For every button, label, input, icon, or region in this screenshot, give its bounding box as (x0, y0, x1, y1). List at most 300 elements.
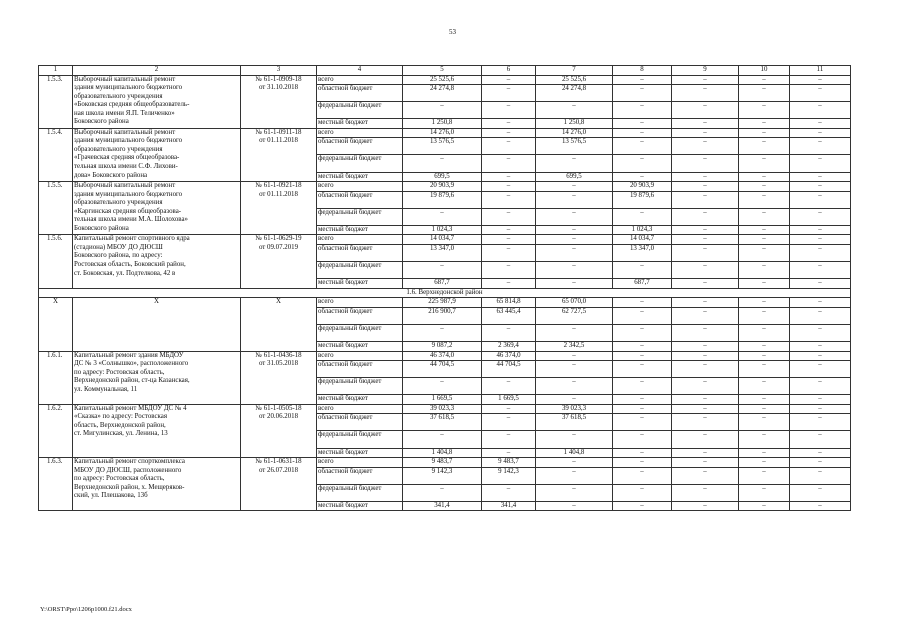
object-name-line: здания муниципального бюджетного (74, 190, 183, 198)
object-name-line: Верхнедонской район, х. Мещеряков- (74, 483, 185, 491)
amount-cell: – (739, 467, 790, 484)
amount-cell: – (613, 361, 672, 378)
object-name-line: ДС № 3 «Солнышко», расположенного (74, 360, 189, 368)
amount-cell: 65 070,0 (536, 298, 613, 308)
table-row (39, 351, 851, 361)
amount-cell: – (790, 414, 851, 431)
funding-source: федеральный бюджет (317, 324, 403, 341)
amount-cell: 687,7 (613, 279, 672, 289)
object-name-line: Капитальный ремонт здания МБДОУ (74, 351, 184, 359)
row-number: 1.5.6. (39, 235, 73, 288)
amount-cell: – (739, 102, 790, 119)
object-name-line: «Грачевская средняя общеобразова- (74, 154, 180, 162)
amount-cell: – (672, 172, 739, 182)
amount-cell: – (536, 102, 613, 119)
amount-cell: – (672, 182, 739, 192)
amount-cell: – (672, 395, 739, 405)
amount-cell: – (672, 501, 739, 511)
amount-cell: – (790, 484, 851, 501)
amount-cell: – (790, 448, 851, 458)
amount-cell: – (613, 395, 672, 405)
amount-cell: – (403, 155, 482, 172)
amount-cell: – (672, 128, 739, 138)
amount-cell: – (672, 279, 739, 289)
object-name-line: ная школа имени Я.П. Теличенко» (74, 109, 175, 117)
file-path-footer: Y:\ORST\Ppo\1206p1000.f21.docx (40, 606, 132, 613)
amount-cell: 9 483,7 (403, 458, 482, 468)
object-name-line: Боковского района (74, 224, 129, 232)
amount-cell: – (482, 235, 536, 245)
amount-cell: – (739, 208, 790, 225)
amount-cell: – (482, 225, 536, 235)
amount-cell: 19 879,6 (403, 191, 482, 208)
amount-cell: 687,7 (403, 279, 482, 289)
financing-table (38, 65, 851, 511)
funding-source: областной бюджет (317, 191, 403, 208)
amount-cell: – (790, 119, 851, 129)
row-number: 1.6.2. (39, 404, 73, 457)
funding-source: федеральный бюджет (317, 431, 403, 448)
amount-cell: – (613, 298, 672, 308)
amount-cell: – (403, 484, 482, 501)
funding-source: местный бюджет (317, 501, 403, 511)
amount-cell: – (613, 102, 672, 119)
expertise-document (241, 182, 317, 235)
object-name-line: Выборочный капитальный ремонт (74, 182, 176, 190)
amount-cell: – (613, 431, 672, 448)
column-header: 3 (241, 66, 317, 76)
object-name-line: тельная школа имени М.А. Шолохова» (74, 216, 188, 224)
amount-cell: – (790, 324, 851, 341)
amount-cell: 1 404,8 (403, 448, 482, 458)
funding-source: федеральный бюджет (317, 378, 403, 395)
amount-cell: – (672, 75, 739, 85)
amount-cell: – (613, 119, 672, 129)
expertise-document (241, 128, 317, 181)
amount-cell: – (482, 75, 536, 85)
amount-cell: – (672, 155, 739, 172)
amount-cell: 1 669,5 (482, 395, 536, 405)
document-line: № 61-1-0629-19 (255, 235, 302, 243)
amount-cell: – (536, 155, 613, 172)
amount-cell: – (790, 235, 851, 245)
amount-cell: – (790, 75, 851, 85)
object-name-line: образовательного учреждения (74, 199, 163, 207)
amount-cell: – (739, 351, 790, 361)
object-name-line: область, Верхнедонской район, (74, 421, 166, 429)
amount-cell: – (613, 341, 672, 351)
amount-cell: – (536, 484, 613, 501)
document-line: X (276, 298, 281, 306)
amount-cell: – (482, 378, 536, 395)
expertise-document (241, 75, 317, 128)
object-name-line: ст. Боковская, ул. Подтелкова, 42 в (74, 269, 176, 277)
amount-cell: – (790, 155, 851, 172)
table-row (39, 235, 851, 245)
document-line: от 31.05.2018 (258, 360, 299, 368)
amount-cell: – (613, 448, 672, 458)
amount-cell: 9 483,7 (482, 458, 536, 468)
amount-cell: – (790, 351, 851, 361)
amount-cell: – (672, 341, 739, 351)
amount-cell: – (613, 208, 672, 225)
funding-source: областной бюджет (317, 138, 403, 155)
amount-cell: – (790, 191, 851, 208)
amount-cell: 13 347,0 (403, 244, 482, 261)
amount-cell: – (790, 431, 851, 448)
amount-cell: – (739, 182, 790, 192)
amount-cell: – (790, 378, 851, 395)
amount-cell: 1 250,8 (536, 119, 613, 129)
amount-cell: – (403, 431, 482, 448)
section-row (39, 288, 851, 298)
amount-cell: 1 250,8 (403, 119, 482, 129)
object-name-line: Выборочный капитальный ремонт (74, 75, 176, 83)
amount-cell: 699,5 (403, 172, 482, 182)
object-name-line: Капитальный ремонт спорткомплекса (74, 458, 185, 466)
amount-cell: – (790, 361, 851, 378)
funding-source: федеральный бюджет (317, 262, 403, 279)
amount-cell: 9 087,2 (403, 341, 482, 351)
amount-cell: – (790, 172, 851, 182)
amount-cell: 46 374,0 (403, 351, 482, 361)
amount-cell: – (536, 431, 613, 448)
amount-cell: – (739, 85, 790, 102)
object-name-line: Выборочный капитальный ремонт (74, 128, 176, 136)
amount-cell: – (536, 324, 613, 341)
amount-cell: – (482, 138, 536, 155)
object-name-line: тельная школа имени С.Ф. Лихови- (74, 163, 178, 171)
amount-cell: – (482, 128, 536, 138)
amount-cell: – (613, 484, 672, 501)
amount-cell: 65 814,8 (482, 298, 536, 308)
amount-cell: – (790, 244, 851, 261)
amount-cell: – (739, 501, 790, 511)
amount-cell: – (672, 244, 739, 261)
amount-cell: – (739, 307, 790, 324)
funding-source: местный бюджет (317, 448, 403, 458)
amount-cell: – (790, 298, 851, 308)
amount-cell: – (672, 414, 739, 431)
amount-cell: – (739, 279, 790, 289)
object-name (73, 351, 241, 404)
amount-cell: 20 903,9 (613, 182, 672, 192)
amount-cell: – (790, 467, 851, 484)
funding-source: местный бюджет (317, 279, 403, 289)
expertise-document (241, 298, 317, 351)
amount-cell: 9 142,3 (482, 467, 536, 484)
amount-cell: – (536, 361, 613, 378)
object-name (73, 182, 241, 235)
amount-cell: – (790, 395, 851, 405)
funding-source: всего (317, 128, 403, 138)
amount-cell: – (613, 378, 672, 395)
amount-cell: – (672, 119, 739, 129)
amount-cell: – (790, 208, 851, 225)
object-name (73, 235, 241, 288)
funding-source: областной бюджет (317, 467, 403, 484)
funding-source: всего (317, 182, 403, 192)
object-name (73, 128, 241, 181)
amount-cell: – (536, 501, 613, 511)
amount-cell: – (482, 208, 536, 225)
amount-cell: 20 903,9 (403, 182, 482, 192)
document-line: от 31.10.2018 (258, 84, 299, 92)
amount-cell: – (403, 102, 482, 119)
amount-cell: – (613, 414, 672, 431)
object-name-line: Капитальный ремонт спортивного ядра (74, 235, 190, 243)
amount-cell: – (482, 191, 536, 208)
object-name-line: по адресу: Ростовская область, (74, 368, 165, 376)
amount-cell: – (482, 324, 536, 341)
funding-source: областной бюджет (317, 414, 403, 431)
amount-cell: – (790, 279, 851, 289)
object-name-line: ул. Коммунальная, 11 (74, 385, 138, 393)
amount-cell: – (672, 378, 739, 395)
funding-source: областной бюджет (317, 307, 403, 324)
amount-cell: – (482, 262, 536, 279)
amount-cell: – (613, 85, 672, 102)
amount-cell: – (613, 467, 672, 484)
amount-cell: – (613, 307, 672, 324)
amount-cell: – (482, 182, 536, 192)
amount-cell: 39 023,3 (536, 404, 613, 414)
funding-source: всего (317, 351, 403, 361)
document-line: № 61-1-0921-18 (255, 182, 302, 190)
amount-cell: – (672, 191, 739, 208)
document-line: № 61-1-0505-18 (255, 404, 302, 412)
expertise-document (241, 458, 317, 511)
row-number: X (39, 298, 73, 351)
amount-cell: 14 034,7 (403, 235, 482, 245)
object-name-line: ский, ул. Плешакова, 13б (74, 492, 148, 500)
object-name-line: ст. Мигулинская, ул. Ленина, 13 (74, 430, 168, 438)
amount-cell: 341,4 (403, 501, 482, 511)
table-row (39, 458, 851, 468)
amount-cell: – (482, 431, 536, 448)
amount-cell: – (790, 225, 851, 235)
amount-cell: 1 024,3 (403, 225, 482, 235)
object-name (73, 298, 241, 351)
amount-cell: 46 374,0 (482, 351, 536, 361)
amount-cell: – (536, 235, 613, 245)
amount-cell: – (739, 244, 790, 261)
funding-source: местный бюджет (317, 225, 403, 235)
table-row (39, 298, 851, 308)
amount-cell: – (482, 404, 536, 414)
amount-cell: – (403, 208, 482, 225)
amount-cell: – (790, 102, 851, 119)
amount-cell: 13 576,5 (536, 138, 613, 155)
amount-cell: – (790, 501, 851, 511)
amount-cell: – (672, 225, 739, 235)
amount-cell: 44 704,5 (403, 361, 482, 378)
amount-cell: – (739, 448, 790, 458)
funding-source: областной бюджет (317, 361, 403, 378)
amount-cell: – (672, 324, 739, 341)
amount-cell: – (739, 262, 790, 279)
amount-cell: – (790, 138, 851, 155)
object-name-line: МБОУ ДО ДЮСШ, расположенного (74, 466, 182, 474)
funding-source: федеральный бюджет (317, 102, 403, 119)
table-row (39, 404, 851, 414)
amount-cell: – (672, 484, 739, 501)
amount-cell: – (672, 361, 739, 378)
amount-cell: – (613, 75, 672, 85)
document-line: № 61-1-0911-18 (255, 128, 302, 136)
amount-cell: – (613, 404, 672, 414)
amount-cell: 341,4 (482, 501, 536, 511)
column-header: 6 (482, 66, 536, 76)
amount-cell: – (739, 191, 790, 208)
object-name-line: «Сказка» по адресу: Ростовская (74, 413, 168, 421)
amount-cell: 44 704,5 (482, 361, 536, 378)
amount-cell: 39 023,3 (403, 404, 482, 414)
amount-cell: – (790, 458, 851, 468)
amount-cell: 14 276,0 (536, 128, 613, 138)
object-name-line: дова» Боковского района (74, 171, 148, 179)
amount-cell: – (739, 395, 790, 405)
amount-cell: 9 142,3 (403, 467, 482, 484)
amount-cell: – (536, 351, 613, 361)
row-number: 1.5.3. (39, 75, 73, 128)
amount-cell: 1 669,5 (403, 395, 482, 405)
amount-cell: – (482, 448, 536, 458)
amount-cell: 225 987,9 (403, 298, 482, 308)
amount-cell: – (739, 324, 790, 341)
amount-cell: – (536, 262, 613, 279)
amount-cell: – (739, 225, 790, 235)
amount-cell: 25 525,6 (403, 75, 482, 85)
amount-cell: – (790, 341, 851, 351)
table-row (39, 128, 851, 138)
amount-cell: 13 576,5 (403, 138, 482, 155)
funding-source: всего (317, 298, 403, 308)
amount-cell: – (672, 138, 739, 155)
object-name-line: Боковского района, по адресу: (74, 252, 163, 260)
amount-cell: 25 525,6 (536, 75, 613, 85)
amount-cell: – (482, 414, 536, 431)
amount-cell: – (672, 404, 739, 414)
funding-source: областной бюджет (317, 244, 403, 261)
amount-cell: – (672, 298, 739, 308)
object-name-line: здания муниципального бюджетного (74, 84, 183, 92)
amount-cell: – (790, 85, 851, 102)
column-header: 2 (73, 66, 241, 76)
object-name-line: «Боковская средняя общеобразователь- (74, 101, 190, 109)
amount-cell: – (482, 279, 536, 289)
amount-cell: – (482, 244, 536, 261)
column-header: 9 (672, 66, 739, 76)
page-number: 53 (449, 28, 456, 36)
amount-cell: – (672, 431, 739, 448)
object-name-line: Боковского района (74, 118, 129, 126)
amount-cell: – (739, 484, 790, 501)
object-name-line: (стадиона) МБОУ ДО ДЮСШ (74, 243, 163, 251)
header-row (39, 66, 851, 76)
amount-cell: – (739, 155, 790, 172)
amount-cell: – (536, 225, 613, 235)
table-row (39, 75, 851, 85)
document-line: от 09.07.2019 (258, 243, 299, 251)
amount-cell: – (790, 404, 851, 414)
amount-cell: – (739, 75, 790, 85)
document-line: № 61-1-0909-18 (255, 75, 302, 83)
amount-cell: – (790, 262, 851, 279)
amount-cell: 37 618,5 (536, 414, 613, 431)
document-line: от 20.06.2018 (258, 413, 299, 421)
amount-cell: – (482, 102, 536, 119)
amount-cell: – (739, 341, 790, 351)
amount-cell: – (536, 458, 613, 468)
column-header: 1 (39, 66, 73, 76)
object-name-line: Капитальный ремонт МБДОУ ДС № 4 (74, 404, 187, 412)
amount-cell: – (403, 262, 482, 279)
amount-cell: – (613, 324, 672, 341)
amount-cell: – (613, 262, 672, 279)
amount-cell: 13 347,0 (613, 244, 672, 261)
amount-cell: – (739, 235, 790, 245)
amount-cell: 14 276,0 (403, 128, 482, 138)
funding-source: федеральный бюджет (317, 155, 403, 172)
amount-cell: – (613, 351, 672, 361)
amount-cell: – (482, 85, 536, 102)
funding-source: местный бюджет (317, 395, 403, 405)
document-line: № 61-1-0436-18 (255, 351, 302, 359)
amount-cell: – (739, 361, 790, 378)
amount-cell: – (672, 262, 739, 279)
section-title: 1.6. Верхнедонской район (39, 288, 851, 298)
amount-cell: – (739, 431, 790, 448)
amount-cell: – (739, 378, 790, 395)
object-name-line: Ростовская область, Боковский район, (74, 261, 186, 269)
column-header: 7 (536, 66, 613, 76)
document-line: от 01.11.2018 (259, 190, 298, 198)
object-name (73, 404, 241, 457)
funding-source: федеральный бюджет (317, 208, 403, 225)
amount-cell: – (790, 182, 851, 192)
amount-cell: – (613, 128, 672, 138)
document-line: № 61-1-0631-18 (255, 458, 302, 466)
object-name-line: X (154, 298, 159, 306)
document-line: от 01.11.2018 (259, 137, 298, 145)
amount-cell: – (613, 458, 672, 468)
amount-cell: – (672, 235, 739, 245)
amount-cell: – (613, 172, 672, 182)
column-header: 5 (403, 66, 482, 76)
column-header: 8 (613, 66, 672, 76)
expertise-document (241, 404, 317, 457)
expertise-document (241, 235, 317, 288)
amount-cell: 1 404,8 (536, 448, 613, 458)
amount-cell: – (536, 244, 613, 261)
amount-cell: 24 274,8 (536, 85, 613, 102)
amount-cell: – (672, 307, 739, 324)
amount-cell: – (482, 484, 536, 501)
amount-cell: – (536, 191, 613, 208)
amount-cell: – (739, 458, 790, 468)
amount-cell: – (536, 208, 613, 225)
amount-cell: – (672, 102, 739, 119)
amount-cell: 216 900,7 (403, 307, 482, 324)
amount-cell: 63 445,4 (482, 307, 536, 324)
amount-cell: 699,5 (536, 172, 613, 182)
object-name (73, 458, 241, 511)
amount-cell: 19 879,6 (613, 191, 672, 208)
amount-cell: – (790, 307, 851, 324)
object-name-line: здания муниципального бюджетного (74, 137, 183, 145)
funding-source: местный бюджет (317, 172, 403, 182)
